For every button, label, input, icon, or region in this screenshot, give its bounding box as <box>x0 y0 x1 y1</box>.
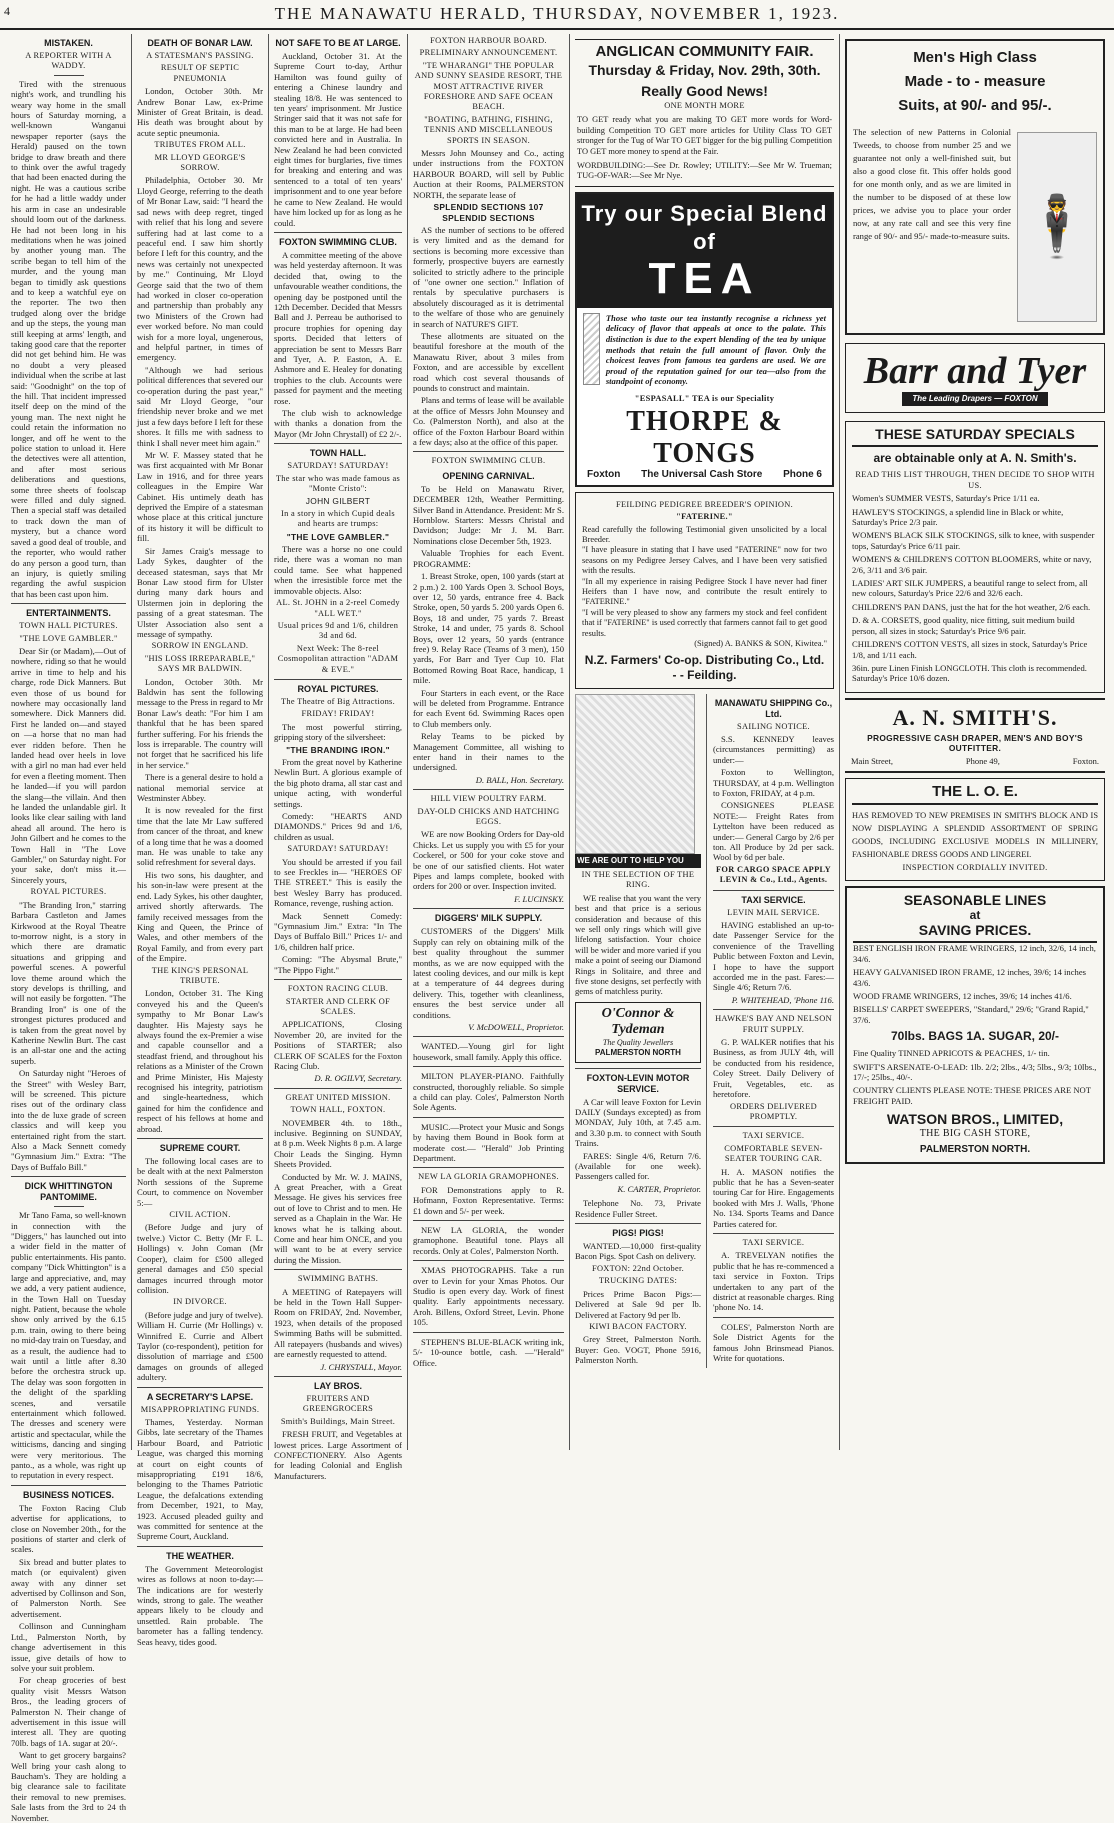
article-paragraph: London, October 30th. Mr Baldwin has sent the following message to the Press in regard to Mr Bonar Law's death: "For him I am thankful that he has been spared further suffering. For his friends the loss is irreparable. The country will not forget that he sacrificed his life in her service." <box>137 676 263 770</box>
article-subheading: ROYAL PICTURES. <box>30 887 107 897</box>
article-heading: SUPREME COURT. <box>159 1143 241 1154</box>
article-paragraph: (Before judge and jury of twelve). William H. Currie (Mr Hollings) v. Winnifred E. Currie and Albert Taylor (co-respondent), petition for dissolution of marriage and £500 damages on grounds of alleged adultery. <box>137 1309 263 1383</box>
ad-heading: FOXTON HARBOUR BOARD. <box>430 36 547 45</box>
list-item: CHILDREN'S COTTON VESTS, all sizes in stock, Saturday's Price 1/8, and 1/11 each. <box>852 639 1088 660</box>
article-paragraph: It is now revealed for the first time that the late Mr Law suffered from cancer of the throat, and knew of a long time that he was a doomed man. He was unable to take any solid refreshment for several days. <box>137 805 263 868</box>
ad-paragraph: A MEETING of Ratepayers will be held in the Town Hall Supper-Room on FRIDAY, 2nd. November, 1923, when details of the proposed Swimming Baths will be submitted. All ratepayers (husbands and wives) are earnestly requested to attend. <box>274 1286 402 1360</box>
tea-banner-word: TEA <box>648 253 761 303</box>
ad-paragraph: NOVEMBER 4th. to 18th., inclusive. Beginning on SUNDAY, at 8 p.m. Week Nights 8 p.m. A large Choir Leads the Singing. Hymn Sheets Provided. <box>274 1117 402 1170</box>
ad-heading: FOXTON SWIMMING CLUB. <box>431 456 546 466</box>
ad-paragraph: Coming: "The Abysmal Brute," "The Pippo Fight." <box>274 954 402 975</box>
faterine-product: "FATERINE." <box>676 512 733 522</box>
classified-ad: MUSIC.—Protect your Music and Songs by having them Bound in Book form at moderate cost.— "Herald" Job Printing Department. <box>413 1121 564 1163</box>
ad-heading: TAXI SERVICE. <box>742 1131 805 1141</box>
list-item: HAWLEY'S STOCKINGS, a splendid line in Black or white, Saturday's Price 2/3 pair. <box>852 506 1064 528</box>
ad-line: AL. St. JOHN in a 2-reel Comedy "ALL WET." <box>276 598 400 618</box>
ad-paragraph: Comedy: "HEARTS AND DIAMONDS." Prices 9d and 1/6, children as usual. <box>274 811 402 842</box>
newspaper-title: THE MANAWATU HERALD, THURSDAY, NOVEMBER 1, 1923. <box>274 4 840 23</box>
article-paragraph: Sir James Craig's message to Lady Sykes, daughter of the deceased statesman, says that Mr Bonar Law stood firm for Ulster during many dark hours and Ulstermen join in deploring the passing of a great statesman. The Ulster Association also sent a message of sympathy. <box>137 545 263 639</box>
list-item: BEST ENGLISH IRON FRAME WRINGERS, 12 inch, 32/6, 14 inch, 34/6. <box>853 943 1096 964</box>
article-paragraph: The Government Meteorologist wires as follows at noon to-day:— The indications are for westerly winds, strong to gale. The weather appears likely to be cloudy and unsettled. Rain probable. The barometer has a falling tendency. Seas heavy, tides good. <box>137 1563 263 1647</box>
ad-sections-banner: SPLENDID SECTIONS 107 SPLENDID SECTIONS <box>433 202 544 223</box>
article-subheading: TOWN HALL PICTURES. <box>19 621 118 631</box>
ad-signature: D. R. OGILVY, Secretary. <box>314 1073 402 1084</box>
article-paragraph: London, October 31. The King conveyed his and the Queen's sympathy to Mr Bonar Law's daughter. His Majesty says he always found the ex-Premier a wise and capable counsellor and a steadfast friend, and throughout his relations as a Minister of the Crown and Prime Minister, His Majesty recognised his integrity, patriotism and single-heartedness, which gained for him the confidence and respect of his fellows at home and abroad. <box>137 988 263 1134</box>
article-paragraph: Mr W. F. Massey stated that he was first acquainted with Mr Bonar Law in 1916, and for three years colleagues in the Empire War Cabinet. His untimely death has deprived the Empire of a statesman whose place at this critical juncture of its history it will be difficult to fill. <box>137 450 263 544</box>
specials-subheading: are obtainable only at A. N. Smith's. <box>873 451 1077 466</box>
ad-heading: TOWN HALL. <box>309 448 367 459</box>
seasonable-heading: SEASONABLE LINES <box>903 892 1047 909</box>
list-item: Fine Quality TINNED APRICOTS & PEACHES, 1/- tin. <box>853 1048 1050 1059</box>
article-paragraph: The following local cases are to be dealt with at the next Palmerston North sessions of the Supreme Court, to commence on November 5:— <box>137 1156 263 1208</box>
ad-paragraph: G. P. WALKER notifies that his Business, as from JULY 4th, will be conducted from his residence, Coley Street. Daily Delivery of Fruit, Vegetables, etc. as heretofore. <box>713 1037 834 1100</box>
article-subheading: RESULT OF SEPTIC PNEUMONIA <box>160 63 240 83</box>
ad-paragraph: From the great novel by Katherine Newlin Burt. A glorious example of the big photo drama, all star cast and unique acting, with wonderful settings. <box>274 756 402 809</box>
saturday-specials-ad <box>845 421 1105 692</box>
list-item: COUNTRY CLIENTS PLEASE NOTE: THESE PRICES ARE NOT FREIGHT PAID. <box>853 1085 1091 1106</box>
specials-list <box>852 493 1098 684</box>
ad-paragraph: Valuable Trophies for each Event. PROGRAMME: <box>413 548 564 569</box>
list-item: BISELLS' CARPET SWEEPERS, "Standard," 29/6; "Grand Rapid," 37/6. <box>853 1004 1089 1025</box>
ad-heading: HAWKE'S BAY AND NELSON FRUIT SUPPLY. <box>715 1014 832 1034</box>
ad-line: FOXTON: 22nd October. <box>592 1263 684 1273</box>
article-subheading: IN DIVORCE. <box>173 1297 227 1307</box>
ad-paragraph: CONSIGNEES PLEASE NOTE:— Freight Rates from Lyttelton have been reduced as under:— General Cargo by 2/6 per ton. All Produce by 2d per sack. Wool by 6d per bale. <box>713 800 834 863</box>
article-heading: THE WEATHER. <box>166 1550 234 1561</box>
suits-ad <box>845 39 1105 335</box>
article-subheading: TRIBUTES FROM ALL. <box>154 140 246 150</box>
suits-line-1: Men's High Class <box>913 49 1037 66</box>
section-heading: BUSINESS NOTICES. <box>22 1489 114 1500</box>
seasonable-at: at <box>969 908 981 923</box>
thorpe-tongs-logo: THORPE & TONGS <box>626 406 783 470</box>
fair-dates: Thursday & Friday, Nov. 29th, 30th. <box>588 62 821 78</box>
article-paragraph: On Saturday night "Heroes of the Street" with Wesley Barr, will be screened. This picture rises out of the ordinary class into the de luxe grade of screen classics and will keep you entertained right from the start. Also a Mack Sennett comedy "Gymnasium Jim." Extra: "The Days of Buffalo Bill." <box>11 1068 126 1172</box>
ad-heading: FOXTON RACING CLUB. <box>287 984 389 994</box>
faterine-paragraph: "I have pleasure in stating that I have used "FATERINE" now for two seasons on my Pedigree Jersey Calves, and I have been very satisfied with the results. <box>582 545 827 576</box>
notice-paragraph: For cheap groceries of best quality visit Messrs Watson Bros., the leading grocers of Palmerston N. Their change of advertisement in this issue will interest all. They are quoting 70lb. bags of 1A. sugar at 20/-. <box>11 1675 126 1748</box>
rings-banner: WE ARE OUT TO HELP YOU <box>575 854 701 868</box>
list-item: CHILDREN'S PAN DANS, just the hat for the hot weather, 2/6 each. <box>852 601 1091 612</box>
suits-line-2: Made - to - measure <box>904 73 1046 90</box>
ad-paragraph: Conducted by Mr. W. J. MAINS, A great Preacher, with a Great Message. He gives his services free out of love to Christ and to men. He served as a Chaplain in the War. He knows what he is talking about. Come and hear him ONCE, and you will want to be at every service during the Mission. <box>274 1171 402 1265</box>
ad-paragraph: A Car will leave Foxton for Levin DAILY (Sundays excepted) as from MONDAY, July 10th, at 7.45 a.m. and 3.30 p.m. to connect with South Trains. <box>575 1096 701 1149</box>
fair-ad <box>575 39 834 187</box>
ad-line: The star who was made famous as "Monte Cristo": <box>275 473 401 494</box>
nz-farmers-coop: N.Z. Farmers' Co-op. Distributing Co., Ltd. - - Feilding. <box>584 652 825 682</box>
article-subheading: A STATESMAN'S PASSING. <box>146 51 254 60</box>
ad-paragraph: Prices Prime Bacon Pigs:— Delivered at Sale 9d per lb. Delivered at Factory 9d per lb. <box>575 1288 701 1320</box>
ad-line: FRIDAY! FRIDAY! <box>301 709 375 719</box>
ad-paragraph: There was a horse no one could ride, there was a woman no man could tame. See what happened when the irresistible force met the immovable objects. Also: <box>274 544 402 596</box>
ad-signature: P. WHITEHEAD, 'Phone 116. <box>731 994 834 1005</box>
newspaper-page <box>6 34 1110 1823</box>
article-heading: A SECRETARY'S LAPSE. <box>146 1391 254 1402</box>
article-paragraph: Mr Tano Fama, so well-known in connection with the "Diggers," has launched out into a wider field in the matter of public entertainments. His panto. company "Dick Whittington" is a large and appreciative, and, may we add, a very patient audience, in the Town Hall on Tuesday night. Patient, because the whole show only arrived by the 6.15 p.m. train, owing to there being no mid-day train on Tuesday, and as a result, the audience had to wait until a little after 8.30 before the orchestra struck up. The delay was soon forgotten in the delight of the sparkling scenes, and versatile entertainment which followed. The dresses and scenery were artistic and spectacular, while the witticisms, dancing and singing were very meritorious. The panto., as a whole, was right up to reputation in every respect. <box>11 1210 126 1481</box>
loe-invite: INSPECTION CORDIALLY INVITED. <box>902 862 1048 872</box>
column-6 <box>840 34 1110 1450</box>
ad-signature: F. LUCINSKY. <box>514 893 564 904</box>
ad-line: Smith's Buildings, Main Street. <box>280 1416 396 1426</box>
seasonable-lines-ad <box>845 886 1105 1163</box>
an-smith-tagline: PROGRESSIVE CASH DRAPER, MEN'S AND BOY'S OUTFITTER. <box>867 732 1083 754</box>
tea-text: Those who taste our tea instantly recognise a richness yet delicacy of flavor that appeals at once to the palate. This distinction is due to the expert blending of the tea by unique methods that retain the full amount of flavor. Only the choicest leaves from famous tea gardens are used. We are proud of the reputation gained for our tea—also from the standpoint of economy. <box>605 312 826 387</box>
list-item: WOMEN'S & CHILDREN'S COTTON BLOOMERS, white or navy, 2/6, 3/11 and 3/6 pair. <box>852 554 1092 575</box>
article-paragraph: "Although we had serious political differences that severed our co-operation during the past year," said Mr Lloyd George, "our friendship never broke and we met just a few days before I left for these shores. It fills me with sadness to think I shall never meet him again." <box>137 364 263 448</box>
store-phone: Phone 6 <box>783 469 822 481</box>
an-smith-street: Main Street, <box>851 755 894 766</box>
article-subheading: "THE LOVE GAMBLER." <box>19 633 118 643</box>
article-heading: MISTAKEN. <box>44 38 93 48</box>
column-3 <box>269 34 408 1481</box>
ad-paragraph: HAVING established an up-to-date Passenger Service for the convenience of the Travelling Public between Foxton and Levin, I hope to have the support accorded me in the past. Fares:—Single 4/6; Return 7/6. <box>713 920 834 993</box>
ad-subheading: COMFORTABLE SEVEN-SEATER TOURING CAR. <box>724 1143 823 1164</box>
article-heading: NOT SAFE TO BE AT LARGE. <box>275 38 401 48</box>
faterine-paragraph: Read carefully the following Testimonial given unsolicited by a local Breeder. <box>582 524 827 545</box>
oconnor-name: O'Connor & Tydeman <box>601 1005 675 1037</box>
ad-subheading: KIWI BACON FACTORY. <box>589 1321 687 1331</box>
ad-heading: GREAT UNITED MISSION. <box>285 1092 391 1102</box>
ad-line: In a story in which Cupid deals and hearts are trumps: <box>281 508 395 529</box>
specials-instruction: READ THIS LIST THROUGH, THEN DECIDE TO SHOP WITH US. <box>855 470 1095 490</box>
ad-paragraph: These allotments are situated on the beautiful foreshore at the mouth of the Manawatu River, about 3 miles from Foxton, and are accessible by excellent road which cost several thousands of pounds to construct and maintain. <box>413 330 564 393</box>
notice-paragraph: Want to get grocery bargains? Well bring your cash along to Baucham's. They are holding a big clearance sale to facilitate their removal to new premises. Sale lasts from the 3rd to 24 th November. <box>11 1750 126 1823</box>
oconnor-logo <box>575 1002 701 1063</box>
ad-subheading: SAILING NOTICE. <box>737 721 810 731</box>
ad-heading: LAY BROS. <box>313 1380 362 1391</box>
article-subheading: MR LLOYD GEORGE'S SORROW. <box>154 152 246 173</box>
suits-paragraph: The selection of new Patterns in Colonial Tweeds, to choose from number 25 and we guarantee not only a well-finished suit, but also a good close fit. This offer holds good for one month only, and as we are limited in the number to be disposed of at these low prices, we advise you to place your order now, at any rate call and see this very fine range of 90/- and 95/- made-to-measure suits. <box>853 127 1011 241</box>
article-paragraph: There is a general desire to hold a national memorial service at Westminster Abbey. <box>137 772 263 804</box>
an-smith-ad <box>845 698 1105 773</box>
fair-heading: ANGLICAN COMMUNITY FAIR. <box>595 43 814 60</box>
column-1 <box>6 34 132 1823</box>
ad-subheading: STARTER AND CLERK OF SCALES. <box>285 996 391 1016</box>
article-paragraph: Auckland, October 31. At the Supreme Court to-day, Arthur Hamilton was found guilty of entering a Chinese laundry and stealing 18/8. He was sentenced to ten years' imprisonment. Mr Justice Stringer said that it was not safe for this man to be at large. He had been convicted here and in Australia. In New Zealand he had been convicted eight times for burglaries, five times for breaking and entering and was sentenced to a total of ten years' imprisonment and to one year before he came to New Zealand. He would have him locked up for as long as he could. <box>274 51 402 228</box>
list-item: SWIFT'S ARSENATE-O-LEAD: 1lb. 2/2; 2lbs., 4/3; 5lbs., 9/3; 10lbs., 17/-; 25lbs., 40/-. <box>853 1061 1097 1082</box>
rings-subheading: IN THE SELECTION OF THE RING. <box>581 869 695 890</box>
suits-line-3: Suits, at 90/- and 95/-. <box>898 97 1052 114</box>
watson-bros-name: WATSON BROS., LIMITED, <box>886 1111 1064 1128</box>
ad-line: SATURDAY! SATURDAY! <box>287 461 389 471</box>
article-paragraph: Tired with the strenuous night's work, and trundling his weary way home in the small hours of Saturday morning, a well-known Wanganui newspaper reporter (says the Herald) paused on the town bridge to draw breath and there to think over the awful tragedy that had been enacted during the night. He was a cautious scribe for he had a little waddy under his arm in case an undesirable should loom out of the darkness. He had not been long in his meditations when he was joined by another young man. The scribe began to tell him of the murder, and the young man began to timidly ask questions and to keep a watchful eye on the reporter. The two then trudged along over the bridge and up the steps, the young man still keeping at arms' length, and taking good care that the reporter did not get behind him. He was no doubt a very pleased individual when the scribe at last said: "Goodnight" on the top of the hill. That incident impressed itself deep on the mind of the young man. The next night he could retain the information no longer, and off he went to the police station to unload it. Here the detectives were all attention, and after most serious deliberations and questions, some three sheets of foolscap were filled and duly signed. Then a special staff was detailed to track down the man of mystery, but a chance word saved a good deal of trouble, and the reporter, who would rather do any person a good turn, than an injury, is quietly smiling regarding the awful suspicion that has been cast upon him. <box>11 78 126 599</box>
loe-paragraph: HAS REMOVED TO NEW PREMISES IN SMITH'S BLOCK AND IS NOW DISPLAYING A SPLENDID ASSORTMENT OF SPRING GOODS, INCLUDING EXCLUSIVE MODELS IN MILLINERY, FASHIONABLE DRESS GOODS AND LINGEREI. <box>852 810 1098 859</box>
ad-paragraph: S.S. KENNEDY leaves (circumstances permitting) as under:— <box>713 733 834 765</box>
notice-paragraph: Collinson and Cunningham Ltd., Palmerston North, by change advertisement in this issue, give details of how to solve your suit problem. <box>11 1621 126 1673</box>
ad-paragraph: Grey Street, Palmerston North. Buyer: Geo. VOGT, Phone 5916, Palmerston North. <box>575 1334 701 1366</box>
article-subheading: CIVIL ACTION. <box>169 1210 231 1220</box>
article-paragraph: (Before Judge and jury of twelve.) Victor C. Betty (Mr F. L. Hollings) v. John Coman (Mr Cooper), claim for £500 alleged general damages and £50 special damages incurred through motor collision. <box>137 1222 263 1295</box>
list-item: D. & A. CORSETS, good quality, nice fitting, suit medium build person, all sizes in stock; Saturday's Price 9/6 pair. <box>852 615 1075 636</box>
ad-paragraph: FRESH FRUIT, and Vegetables at lowest prices. Large Assortment of CONFECTIONERY. Also Agents for leading Colonial and English Manufacturers. <box>274 1429 402 1481</box>
list-item: 36in. pure Linen Finish LONGCLOTH. This cloth is recommended. Saturday's Price 10/6 dozen. <box>852 662 1087 684</box>
ad-heading: PIGS! PIGS! <box>612 1228 664 1239</box>
ad-paragraph: Messrs John Mounsey and Co., acting under instructions from the FOXTON HARBOUR BOARD, will sell by Public Auction at their Rooms, PALMERSTON NORTH, the separate lease of <box>413 148 564 200</box>
ad-heading: DIGGERS' MILK SUPPLY. <box>434 913 543 924</box>
ring-illustration <box>575 694 695 854</box>
ad-heading: TAXI SERVICE. <box>741 894 806 905</box>
ad-subheading: OPENING CARNIVAL. <box>442 470 535 481</box>
tea-banner-line: Try our Special Blend of <box>581 200 828 254</box>
ad-line: ORDERS DELIVERED PROMPTLY. <box>730 1101 817 1121</box>
fair-month: ONE MONTH MORE <box>664 101 745 110</box>
ad-line: FOR CARGO SPACE APPLY LEVIN & Co., Ltd., Agents. <box>716 864 831 885</box>
faterine-paragraph: "In all my experience in raising Pedigree Stock I have never had finer Heifers than I have now, and contribute the result entirely to "FATERINE." <box>582 576 827 607</box>
an-smith-town: Foxton. <box>1072 755 1099 766</box>
ad-paragraph: CUSTOMERS of the Diggers' Milk Supply can rely on obtaining milk of the best quality throughout the summer months, as we are now equipped with the latest cooling devices, and our milk is kept at a temperature of 44 degrees during delivery. This, together with cleanliness, ensures the best service under all conditions. <box>413 926 564 1020</box>
article-paragraph: "The Branding Iron," starring Barbara Castleton and James Kirkwood at the Royal Theatre to-morrow night, is a story in which there are dramatic situations and gripping and powerful scenes. A powerful love theme around which the story develops is thrilling, and will not easily be forgotten. "The Branding Iron" is one of the strongest pictures produced and is taken from the great novel by Katherine Newlin Burt. The cast is an all-star one and the acting superb. <box>11 899 126 1066</box>
barr-tyer-logo <box>845 343 1105 413</box>
article-paragraph: His two sons, his daughter, and his son-in-law were present at the end. Lady Sykes, his other daughter, arrived shortly afterwards. The family received messages from the King and Queen, the Prince of Wales, and other members of the Royal Family, and from every part of the Empire. <box>137 869 263 964</box>
article-subheading: "HIS LOSS IRREPARABLE," SAYS MR BALDWIN. <box>144 653 256 674</box>
article-paragraph: Thames, Yesterday. Norman Gibbs, late secretary of the Thames Harbour Board, and Patriotic League, was charged this morning at court on eight counts of misappropriating £191 18/6, belonging to the Thames Patriotic League, the defalcations extending from December, 1921, to May, 1923. Accused pleaded guilty and was committed for sentence at the Supreme Court, Auckland. <box>137 1416 263 1542</box>
classified-ad: XMAS PHOTOGRAPHS. Take a run over to Levin for your Xmas Photos. Our Studio is open every day. Work of finest quality. Early appointments necessary. Aroh. Billens, Oxford Street, Levin. Phone 105. <box>413 1265 564 1328</box>
faterine-ad <box>575 492 834 689</box>
tea-ad <box>575 192 834 487</box>
ad-line: "TE WHARANGI" THE POPULAR AND SUNNY SEASIDE RESORT, THE MOST ATTRACTIVE RIVER FORESHORE AND SAFE OCEAN BEACH. <box>414 60 563 112</box>
ad-signature: V. McDOWELL, Proprietor. <box>468 1021 564 1032</box>
ad-subheading: PRELIMINARY ANNOUNCEMENT. <box>419 48 558 58</box>
fair-footer: WORDBUILDING:—See Dr. Rowley; UTILITY:—See Mr W. Trueman; TUG-OF-WAR:—See Mr Nye. <box>577 161 832 181</box>
an-smith-phone: Phone 49, <box>965 755 1000 766</box>
article-heading: DICK WHITTINGTON PANTOMIME. <box>24 1181 113 1203</box>
column-4 <box>408 34 570 1450</box>
classified-ad: MILTON PLAYER-PIANO. Faithfully constructed, thoroughly reliable. So simple a child can play. Coles', Palmerston North Sole Agents. <box>413 1071 564 1113</box>
man-in-suit-illustration: 🕴 <box>1017 132 1097 322</box>
seasonable-list <box>853 943 1097 1025</box>
article-paragraph: Philadelphia, October 30. Mr Lloyd George, referring to the death of Mr Bonar Law, said: "I heard the sad news with deep regret, tinged with relief that his long and severe suffering had at last come to a peaceful end. I saw him shortly before I left for this country, and the news was certainly not unexpected by me." Continuing, Mr Lloyd George said that the two of them had worked in closer co-operation and partnership than probably any two Ministers of the Crown had ever worked before. No man could wish for a more loyal, ungenerous, and helpful partner, in times of emergency. <box>137 175 263 363</box>
ad-paragraph: Plans and terms of lease will be available at the office of Messrs John Mounsey and Co. (Palmerston North), and also at the office of the Foxton Harbour Board within a few days; also at the office of this paper. <box>413 395 564 448</box>
ad-paragraph: FARES: Single 4/6, Return 7/6. (Available for one week). Passengers called for. <box>575 1150 701 1182</box>
ad-paragraph: AS the number of sections to be offered is very limited and as the demand for sections is becoming more excessive than formerly, prospective buyers are earnestly solicited to strictly adhere to the principle of "one owner one section." Inflation of rentals by speculative purchasers is absolutely discouraged as it is detrimental to the welfare of those who are genuinely in search of NATURE'S GIFT. <box>413 224 564 329</box>
ad-signature: D. BALL, Hon. Secretary. <box>475 774 564 785</box>
article-subheading: THE KING'S PERSONAL TRIBUTE. <box>151 965 249 985</box>
article-subheading: SORROW IN ENGLAND. <box>151 641 249 651</box>
article-paragraph: London, October 30th. Mr Andrew Bonar Law, ex-Prime Minister of Great Britain, is dead. His death was brought about by acute septic pneumonia. <box>137 86 263 138</box>
faterine-signature: (Signed) A. BANKS & SON, Kiwitea." <box>694 639 827 649</box>
column-5 <box>570 34 840 1450</box>
ad-signature: K. CARTER, Proprietor. <box>617 1183 701 1194</box>
ad-paragraph: Relay Teams to be picked by Management Committee, all wishing to enter hand in their names to the undersigned. <box>413 731 564 773</box>
ad-line: SATURDAY! SATURDAY! <box>287 844 389 854</box>
ad-heading: HILL VIEW POULTRY FARM. <box>430 794 547 804</box>
ad-subheading: FRUITERS AND GREENGROCERS <box>302 1393 374 1414</box>
rings-paragraph: WE realise that you want the very best and that price is a serious consideration and because of this we sell only rings which will give lifelong satisfaction. Your choice will be wider and more varied if you make a point of seeing our Diamond Rings in Solitaire, and three and five stone designs, set perfectly with gems of matchless purity. <box>575 892 701 997</box>
ad-paragraph: A. TREVELYAN notifies the public that he has re-commenced a taxi service in Foxton. Trips undertaken to any part of the district at reasonable charges. Ring 'phone No. 14. <box>713 1250 834 1313</box>
watson-bros-tagline: THE BIG CASH STORE, <box>919 1128 1031 1140</box>
article-subheading: A REPORTER WITH A WADDY. <box>25 51 112 71</box>
article-paragraph: A committee meeting of the above was held yesterday afternoon. It was decided that, owing to the unfavourable weather conditions, the opening day be postponed until the 12th December. Decided that Messrs Ball and J. Perreau be authorised to procure trophies for opening day sports. Decided that letters of appreciation be sent to Messrs Barr and Tyer, A. P. Easton, A. E. Ashmore and E. Healey for donating trophies to the club. Accounts were passed for payment and the meeting rose. <box>274 249 402 406</box>
oconnor-town: PALMERSTON NORTH <box>595 1048 681 1058</box>
ad-paragraph: Four Starters in each event, or the Race will be deleted from Programme. Entrance for each Event 6d. Swimming Races open to Club members only. <box>413 687 564 729</box>
an-smith-name: A. N. SMITH'S. <box>892 704 1058 730</box>
notice-paragraph: Six bread and butter plates to match (or equivalent) given away with any dinner set advertised by Collinson and Son, of Palmerston North. See advertisement. <box>11 1556 126 1619</box>
ad-paragraph: COLES', Palmerston North are Sole District Agents for the famous John Brinsmead Pianos. Write for quotations. <box>713 1321 834 1364</box>
ad-paragraph: Mack Sennett Comedy: "Gymnasium Jim." Extra: "In The Days of Buffalo Bill." Prices 1/- and 1/6, children half price. <box>274 910 402 952</box>
list-item: WOMEN'S BLACK SILK STOCKINGS, silk to knee, with suspender tops, Saturday's Price 6/11 pair. <box>852 530 1095 551</box>
specials-heading: THESE SATURDAY SPECIALS <box>852 427 1098 447</box>
ad-subheading: DAY-OLD CHICKS AND HATCHING EGGS. <box>417 806 560 827</box>
list-item: HEAVY GALVANISED IRON FRAME, 12 inches, 39/6; 14 inches 43/6. <box>853 967 1086 988</box>
fair-list: TO GET ready what you are making TO GET more words for Word-building Competition TO GET more articles for Utility Class TO GET stronger for the Tug of War TO GET bigger for the big pulling Competition TO GET more money to spend at the Fair. <box>577 115 832 156</box>
article-paragraph: The club wish to acknowledge with thanks a donation from the Mayor (Mr John Chrystall) of £2 2/-. <box>274 408 402 439</box>
ad-paragraph: Telephone No. 73, Private Residence Fuller Street. <box>575 1198 701 1219</box>
ad-line: TOWN HALL, FOXTON. <box>290 1105 386 1115</box>
ad-line: The Theatre of Big Attractions. <box>280 696 396 706</box>
ad-paragraph: H. A. MASON notifies the public that he has a Seven-seater touring Car for Hire. Engagements booked with Mrs J. Walls, 'Phone No. 134. Sports Teams and Dance Parties catered for. <box>713 1166 834 1229</box>
ad-paragraph: Foxton to Wellington, THURSDAY, at 4 p.m. Wellington to Foxton, FRIDAY, at 4 p.m. <box>713 767 834 798</box>
masthead <box>0 4 1114 30</box>
ad-signature: J. CHRYSTALL, Mayor. <box>320 1361 402 1372</box>
list-item: WOOD FRAME WRINGERS, 12 inches, 39/6; 14 inches 41/6. <box>853 990 1072 1001</box>
column-2 <box>132 34 269 1647</box>
ad-star-name: JOHN GILBERT <box>305 496 371 507</box>
oconnor-tagline: The Quality Jewellers <box>602 1037 674 1047</box>
article-heading: FOXTON SWIMMING CLUB. <box>279 236 397 247</box>
seasonable-list-2 <box>853 1048 1097 1106</box>
classified-ad: WANTED.—Young girl for light housework, small family. Apply this office. <box>413 1041 564 1062</box>
classified-ad: FOR Demonstrations apply to R. Hofmann, Foxton Representative. Terms: £1 down and 5/- per week. <box>413 1184 564 1216</box>
article-paragraph: Dear Sir (or Madam),—Out of nowhere, riding so that he would arrive in time to help and his charge, rode Dick Manners. But even those of us bound for nowhere may occasionally land somewhere. Dick Manners did. First he landed on—and stayed on —a horse that no man had ever ridden before. Then he landed head over heels in love with a girl no man had ever held for even a fleeting moment. Then he landed—if you will pardon the slang—the villain. And then he landed the unlandable girl. It looks like clear sailing with land ahead all around. The hero is John Gilbert and he comes to the Town Hall in "The Love Gambler," on Saturday night. For your sake, don't miss it.—Sincerely yours, <box>11 645 126 885</box>
barr-tyer-name: Barr and Tyer <box>863 350 1087 392</box>
seasonable-saving: SAVING PRICES. <box>853 923 1097 943</box>
tea-speciality: "ESPASALL" TEA is our Speciality <box>634 394 775 403</box>
barr-tyer-tagline: The Leading Drapers — FOXTON <box>902 392 1047 406</box>
ad-heading: ROYAL PICTURES. <box>297 683 379 694</box>
ad-paragraph: WANTED.—10,000 first-quality Bacon Pigs. Spot Cash on delivery. <box>575 1241 701 1262</box>
store-tagline: The Universal Cash Store <box>641 469 763 481</box>
store-town: Foxton <box>587 469 621 481</box>
ad-paragraph: The most powerful stirring, gripping story of the silversheet: <box>274 721 402 743</box>
ad-heading: TAXI SERVICE. <box>742 1237 805 1247</box>
ad-paragraph: To be Held on Manawatu River, DECEMBER 12th, Weather Permitting. Silver Band in Attendance. President: Mr S. Hornblow. Starters: Messrs Christal and Davidson; Judge: Mr J. M. Barr. Nominations close December 5th, 1923. <box>413 483 564 546</box>
classified-ad: NEW LA GLORIA, the wonder gramophone. Beautiful tone. Plays all records. Only at Coles', Palmerston North. <box>413 1225 564 1256</box>
ad-heading: FOXTON-LEVIN MOTOR SERVICE. <box>586 1072 690 1094</box>
article-subheading: MISAPPROPRIATING FUNDS. <box>140 1404 260 1414</box>
ad-film-title: "THE BRANDING IRON." <box>286 744 390 755</box>
loe-heading: THE L. O. E. <box>852 784 1098 805</box>
watson-bros-town: PALMERSTON NORTH. <box>919 1143 1031 1155</box>
section-heading: ENTERTAINMENTS. <box>26 608 111 619</box>
ad-programme: 1. Breast Stroke, open, 100 yards (start at 2 p.m.) 2. 100 Yards Open 3. School Boys, over 12, 50 yards, entrance free 4. Back Stroke, open, 50 yards 5. 200 yards Open 6. Boys, 18 and under, 75 yards 7. Breast Stroke, 14 and under, 75 yards 8. School Boys, over 12 years, 50 yards (entrance free) 9. Relay Race (Teams of 3 men), 150 yards, For Barr and Tyer Cup 10. Flat Bottomed Rowing Boat Race, handicap, 1 mile. <box>413 571 564 686</box>
faterine-heading: FEILDING PEDIGREE BREEDER'S OPINION. <box>615 499 793 509</box>
list-item: Women's SUMMER VESTS, Saturday's Price 1/11 ea. <box>852 493 1040 504</box>
ad-paragraph: APPLICATIONS, Closing November 20, are invited for the Positions of STARTER; also CLERK OF SCALES for the Foxton Racing Club. <box>274 1019 402 1071</box>
notice-paragraph: The Foxton Racing Club advertise for applications, to close on November 20th., for the positions of starter and clerk of scales. <box>11 1502 126 1555</box>
classified-ad: STEPHEN'S BLUE-BLACK writing ink, 5/- 10-ounce bottle, cash. —"Herald" Office. <box>413 1336 564 1368</box>
list-item: LADIES' ART SILK JUMPERS, a beautiful range to select from, all new colours, Saturday's Price 22/6 and 32/6 each. <box>852 578 1088 599</box>
teapot-illustration <box>583 313 600 385</box>
ad-heading: SWIMMING BATHS. <box>297 1274 379 1284</box>
loe-ad <box>845 778 1105 881</box>
ad-subheading: TRUCKING DATES: <box>598 1276 678 1286</box>
ad-paragraph: You should be arrested if you fail to see Freckles in— "HEROES OF THE STREET." This is easily the best Wesley Barry has produced. Romance, revenge, rushing action. <box>274 856 402 909</box>
ad-line: "BOATING, BATHING, FISHING, TENNIS AND MISCELLANEOUS SPORTS IN SEASON. <box>424 114 553 145</box>
article-heading: DEATH OF BONAR LAW. <box>147 38 253 48</box>
ad-line: Next Week: The 8-reel Cosmopolitan attraction "ADAM & EVE." <box>277 643 399 674</box>
ad-paragraph: WE are now Booking Orders for Day-old Chicks. Let us supply you with £5 for your Cockerel, or 500 for your coke stove and be one of our satisfied clients. Hot water Pipes and lamps complete, booked with orders for 200 or over. Inspection invited. <box>413 829 564 892</box>
ad-subheading: LEVIN MAIL SERVICE. <box>727 907 820 917</box>
ad-heading: MANAWATU SHIPPING Co., Ltd. <box>714 697 833 719</box>
faterine-paragraph: "I will be very pleased to show any farmers my stock and feel confident that if "FATERINE" is used correctly that farmers cannot fail to get good results. <box>582 607 827 638</box>
fair-news: Really Good News! <box>641 83 768 99</box>
tea-banner <box>577 194 832 308</box>
ad-line: Usual prices 9d and 1/6, children 3d and 6d. <box>277 620 399 641</box>
ad-film-title: "THE LOVE GAMBLER." <box>286 531 390 542</box>
ad-heading: NEW LA GLORIA GRAMOPHONES. <box>418 1172 559 1182</box>
page-number: 4 <box>4 4 12 18</box>
sugar-offer: 70lbs. BAGS 1A. SUGAR, 20/- <box>890 1029 1060 1044</box>
